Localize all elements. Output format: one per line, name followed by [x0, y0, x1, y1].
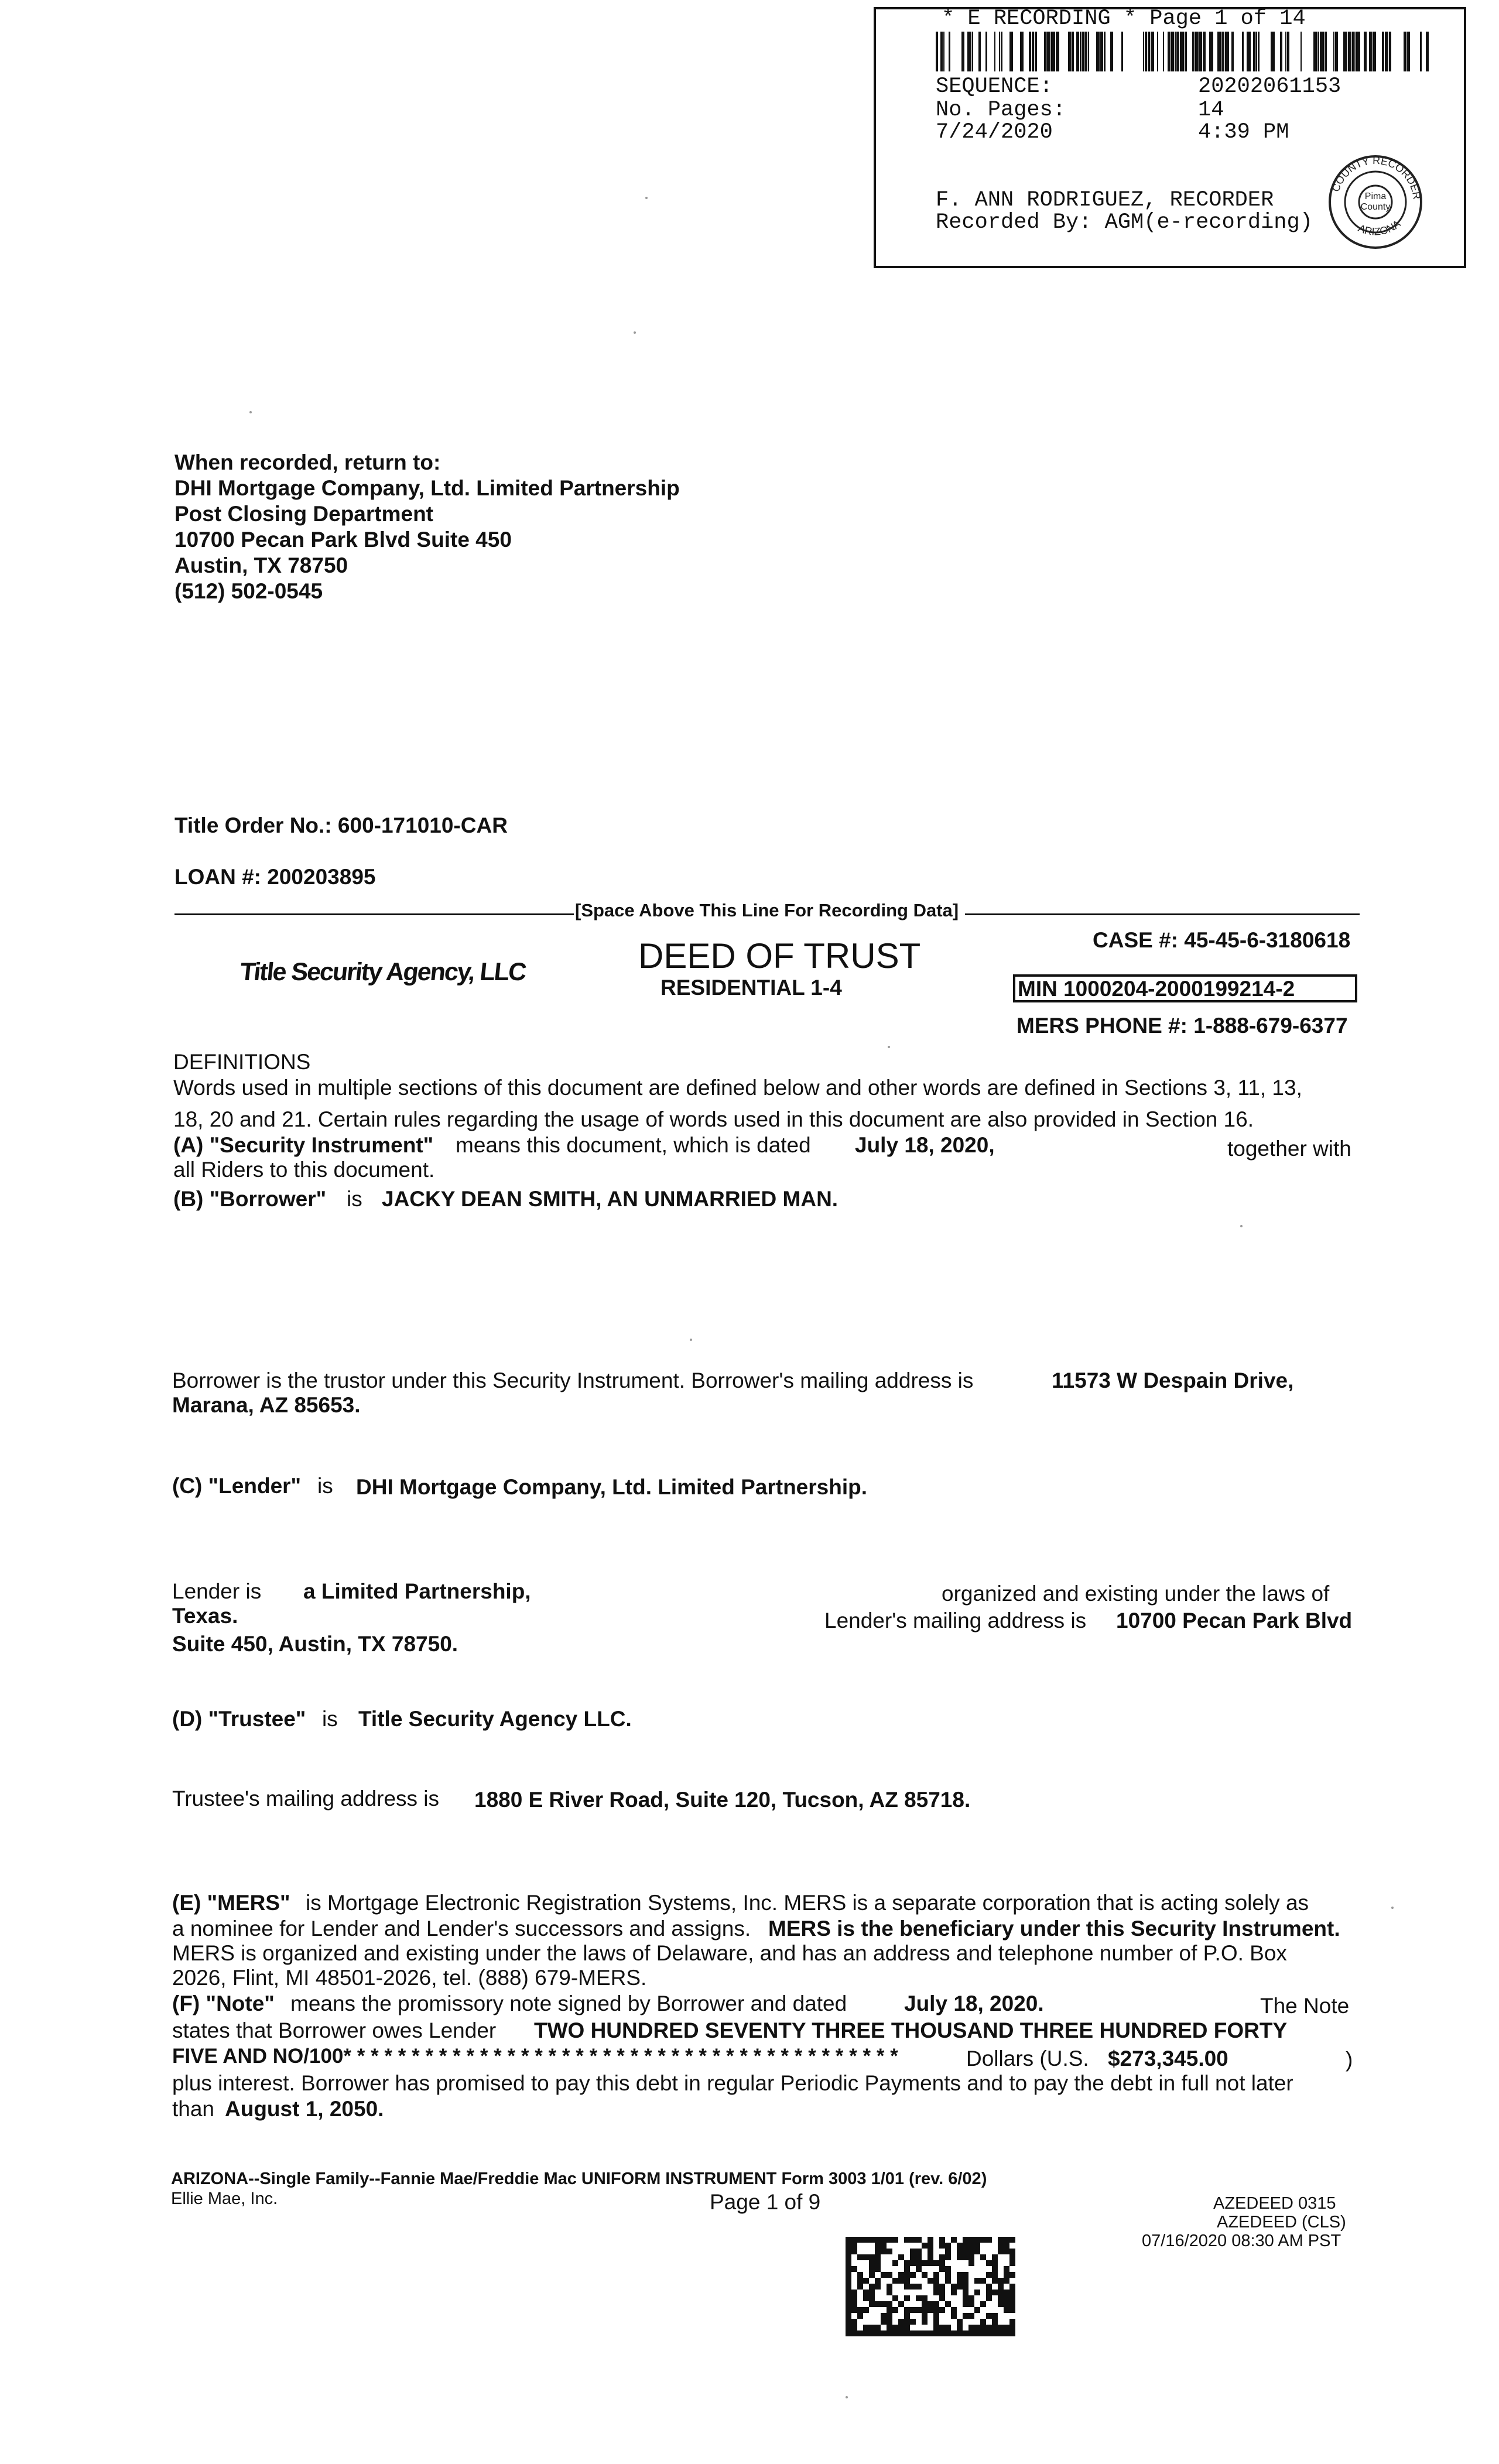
document-title: DEED OF TRUST	[638, 936, 921, 976]
footer-vendor: Ellie Mae, Inc.	[171, 2189, 278, 2208]
lender-is-label: Lender is	[172, 1579, 262, 1603]
recording-header: * E RECORDING * Page 1 of 14	[942, 6, 1306, 31]
definitions-intro-line2: 18, 20 and 21. Certain rules regarding the usage of words used in this document are also provided in Section 16.	[173, 1107, 1254, 1131]
definitions-intro-line1: Words used in multiple sections of this document are defined below and other words are defined in Sections 3, 11, 13,	[173, 1076, 1302, 1100]
scan-speck	[846, 2396, 848, 2398]
recording-divider-left	[174, 913, 574, 915]
return-to-line1: When recorded, return to:	[174, 450, 441, 474]
def-e-text-line4: 2026, Flint, MI 48501-2026, tel. (888) 679-MERS.	[172, 1966, 647, 1990]
county-seal-icon	[1326, 152, 1425, 252]
document-subtitle: RESIDENTIAL 1-4	[660, 976, 842, 1000]
return-to-line6: (512) 502-0545	[174, 579, 323, 603]
def-a-text: means this document, which is dated	[456, 1133, 811, 1157]
def-d-label: (D) "Trustee"	[172, 1707, 306, 1731]
title-order-no: Title Order No.: 600-171010-CAR	[174, 813, 508, 837]
sequence-label: SEQUENCE:	[936, 74, 1053, 99]
def-f-line4: plus interest. Borrower has promised to pay this debt in regular Periodic Payments and to pay the debt in full not later	[172, 2071, 1293, 2095]
def-a-line2: all Riders to this document.	[173, 1158, 435, 1182]
footer-code2: AZEDEED (CLS)	[1217, 2213, 1346, 2232]
datamatrix-barcode-icon	[846, 2237, 1015, 2336]
trustee-text: Trustee's mailing address is	[172, 1787, 440, 1811]
sequence-value: 20202061153	[1198, 74, 1341, 99]
def-f-dollars: Dollars (U.S.	[966, 2047, 1089, 2071]
lender-mailing-label: Lender's mailing address is	[824, 1609, 1087, 1633]
lender-address-line1: 10700 Pecan Park Blvd	[1116, 1609, 1353, 1633]
scan-speck	[249, 411, 252, 413]
scan-speck	[645, 197, 648, 199]
borrower-text: Borrower is the trustor under this Security Instrument. Borrower's mailing address is	[172, 1368, 974, 1392]
def-a-label: (A) "Security Instrument"	[173, 1133, 434, 1157]
return-to-line3: Post Closing Department	[174, 502, 433, 526]
svg-text:Pima: Pima	[1364, 191, 1387, 201]
def-f-than: than	[172, 2097, 215, 2121]
recording-time: 4:39 PM	[1198, 120, 1289, 145]
def-b-is: is	[347, 1187, 362, 1211]
loan-number: LOAN #: 200203895	[174, 865, 376, 889]
lender-name: DHI Mortgage Company, Ltd. Limited Partnership.	[356, 1475, 867, 1499]
scan-speck	[888, 1046, 890, 1048]
recording-barcode	[936, 32, 1433, 73]
def-e-text-line1: is Mortgage Electronic Registration Systems, Inc. MERS is a separate corporation that is acting solely as	[306, 1891, 1309, 1915]
return-to-line4: 10700 Pecan Park Blvd Suite 450	[174, 528, 512, 552]
footer-form-name: ARIZONA--Single Family--Fannie Mae/Freddie Mac UNIFORM INSTRUMENT Form 3003 1/01 (rev. 6/02)	[171, 2169, 987, 2188]
case-number: CASE #: 45-45-6-3180618	[1093, 928, 1351, 952]
scan-speck	[1391, 1907, 1394, 1909]
loan-amount: $273,345.00	[1108, 2047, 1228, 2071]
def-a-date: July 18, 2020,	[855, 1133, 995, 1157]
agency-logo: Title Security Agency, LLC	[238, 958, 527, 986]
lender-organized: organized and existing under the laws of	[942, 1582, 1330, 1606]
recorded-by: Recorded By: AGM(e-recording)	[936, 210, 1313, 235]
definitions-heading: DEFINITIONS	[173, 1050, 311, 1074]
def-f-paren: )	[1346, 2048, 1353, 2072]
pages-label: No. Pages:	[936, 98, 1066, 122]
def-e-label: (E) "MERS"	[172, 1891, 290, 1915]
def-f-text: means the promissory note signed by Borrower and dated	[290, 1991, 847, 2015]
footer-code1: AZEDEED 0315	[1213, 2194, 1336, 2213]
footer-page-number: Page 1 of 9	[710, 2190, 821, 2214]
borrower-address-line1: 11573 W Despain Drive,	[1052, 1368, 1294, 1392]
return-to-line5: Austin, TX 78750	[174, 553, 348, 577]
def-a-together: together with	[1227, 1137, 1351, 1161]
return-to-line2: DHI Mortgage Company, Ltd. Limited Partnership	[174, 476, 680, 500]
svg-text:COUNTY RECORDER: COUNTY RECORDER	[1329, 154, 1423, 200]
def-c-label: (C) "Lender"	[172, 1474, 302, 1498]
footer-timestamp: 07/16/2020 08:30 AM PST	[1142, 2232, 1341, 2250]
scan-speck	[690, 1339, 692, 1341]
scan-speck	[1240, 1225, 1243, 1227]
svg-text:ARIZONA: ARIZONA	[1356, 217, 1403, 238]
def-f-the-note: The Note	[1260, 1994, 1350, 2018]
def-f-label: (F) "Note"	[172, 1991, 275, 2015]
svg-text:County: County	[1360, 202, 1391, 212]
space-above-line-label: [Space Above This Line For Recording Data]	[575, 900, 959, 920]
def-d-is: is	[322, 1707, 338, 1731]
mers-phone: MERS PHONE #: 1-888-679-6377	[1017, 1014, 1348, 1038]
maturity-date: August 1, 2050.	[225, 2097, 384, 2121]
def-f-line2: states that Borrower owes Lender	[172, 2018, 497, 2042]
lender-address-line2: Suite 450, Austin, TX 78750.	[172, 1632, 458, 1656]
lender-state: Texas.	[172, 1604, 238, 1628]
note-date: July 18, 2020.	[904, 1991, 1044, 2015]
amount-words-line1: TWO HUNDRED SEVENTY THREE THOUSAND THREE HUNDRED FORTY	[534, 2018, 1288, 2042]
lender-type: a Limited Partnership,	[303, 1579, 531, 1603]
def-c-is: is	[317, 1474, 333, 1498]
min-number: MIN 1000204-2000199214-2	[1018, 977, 1295, 1001]
trustee-address: 1880 E River Road, Suite 120, Tucson, AZ 85718.	[474, 1788, 971, 1812]
pages-value: 14	[1198, 98, 1224, 122]
def-e-text-line2a: a nominee for Lender and Lender's successors and assigns.	[172, 1917, 751, 1941]
def-b-label: (B) "Borrower"	[173, 1187, 327, 1211]
recording-date: 7/24/2020	[936, 120, 1053, 145]
def-e-text-line3: MERS is organized and existing under the laws of Delaware, and has an address and telephone number of P.O. Box	[172, 1941, 1287, 1965]
scan-speck	[634, 331, 636, 334]
borrower-name: JACKY DEAN SMITH, AN UNMARRIED MAN.	[382, 1187, 839, 1211]
borrower-address-line2: Marana, AZ 85653.	[172, 1393, 361, 1417]
recorder-name: F. ANN RODRIGUEZ, RECORDER	[936, 188, 1274, 213]
amount-words-line2: FIVE AND NO/100* * * * * * * * * * * * * * * * * * * * * * * * * * * * * * * * * * * * * * * * *	[172, 2045, 898, 2068]
recording-divider-right	[965, 913, 1360, 915]
trustee-name: Title Security Agency LLC.	[358, 1707, 632, 1731]
def-e-text-line2b: MERS is the beneficiary under this Security Instrument.	[768, 1917, 1340, 1941]
